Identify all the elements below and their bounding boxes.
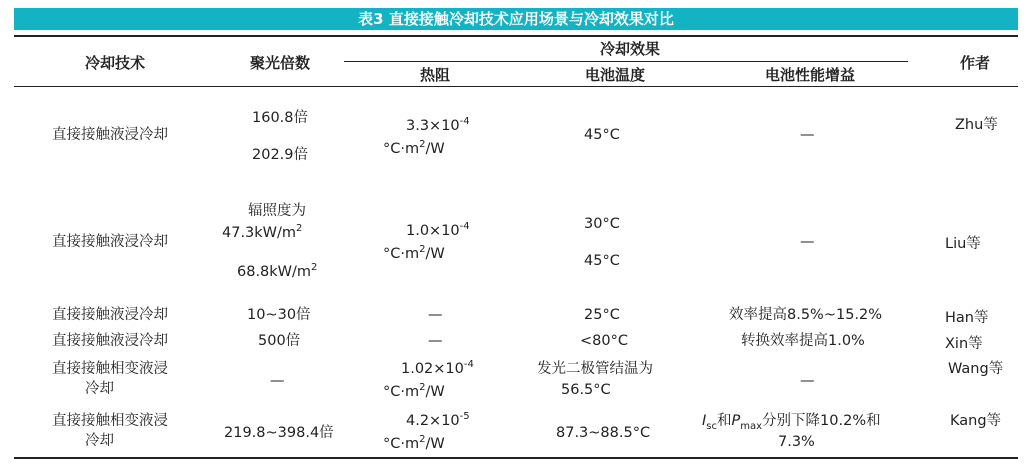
cell-thermal-resistance-unit: $^\circ C\cdot m^2/W$	[383, 434, 445, 452]
header-performance-gain: 电池性能增益	[764, 66, 855, 84]
cell-tech: 直接接触液浸冷却	[52, 234, 168, 250]
cell-thermal-resistance-unit: $^\circ C\cdot m^2/W$	[383, 139, 445, 157]
cell-thermal-resistance-unit: $^\circ C\cdot m^2/W$	[383, 382, 445, 400]
cell-performance: —	[800, 373, 815, 389]
cell-concentration: 160.8倍	[252, 110, 309, 126]
cell-performance: 7.3%	[778, 434, 815, 450]
cell-thermal-resistance: $1.02\times 10^{-4}$	[401, 359, 474, 377]
cell-author: Wang等	[948, 361, 1004, 377]
cell-thermal-resistance: $1.0\times 10^{-4}$	[406, 221, 470, 239]
cell-battery-temp: 87.3~88.5°C	[556, 425, 651, 441]
cell-battery-temp: 25°C	[584, 307, 620, 323]
cell-thermal-resistance: —	[428, 333, 443, 349]
cell-battery-temp: 45°C	[584, 127, 620, 143]
cell-author: Han等	[945, 310, 989, 326]
cell-author: Liu等	[945, 236, 981, 252]
top-rule	[14, 35, 1018, 37]
cell-author: Zhu等	[955, 117, 998, 133]
cell-tech: 直接接触液浸冷却	[52, 307, 168, 323]
cell-author: Kang等	[950, 413, 1002, 429]
cell-tech: 冷却	[85, 433, 114, 449]
cell-battery-temp: <80°C	[580, 333, 628, 349]
cell-thermal-resistance: —	[428, 307, 443, 323]
header-rule	[14, 86, 1018, 87]
cell-concentration: $47.3kW/m^2$	[222, 223, 303, 241]
cell-battery-temp: 30°C	[584, 216, 620, 232]
cell-tech: 直接接触相变液浸	[52, 361, 168, 377]
subheader-rule	[344, 61, 908, 62]
cell-tech: 直接接触液浸冷却	[52, 127, 168, 143]
cell-performance: 效率提高8.5%~15.2%	[729, 307, 883, 323]
header-author: 作者	[959, 54, 990, 72]
header-concentration: 聚光倍数	[249, 54, 310, 72]
cell-thermal-resistance-unit: $^\circ C\cdot m^2/W$	[383, 244, 445, 262]
cell-thermal-resistance: $4.2\times 10^{-5}$	[406, 411, 470, 429]
header-cooling-effect: 冷却效果	[599, 40, 660, 58]
header-battery-temp: 电池温度	[584, 66, 645, 84]
cell-performance: —	[800, 234, 815, 250]
cell-performance: 转换效率提高1.0%	[741, 333, 865, 349]
cell-concentration: 辐照度为	[248, 203, 306, 219]
cell-author: Xin等	[945, 336, 983, 352]
cell-concentration: $68.8kW/m^2$	[237, 262, 318, 280]
cell-tech: 直接接触相变液浸	[52, 413, 168, 429]
cell-tech: 直接接触液浸冷却	[52, 333, 168, 349]
cell-performance: —	[800, 127, 815, 143]
cell-thermal-resistance: $3.3\times 10^{-4}$	[406, 116, 470, 134]
cell-concentration: —	[270, 373, 285, 389]
table-caption: 表3 直接接触冷却技术应用场景与冷却效果对比	[14, 8, 1018, 30]
bottom-rule	[14, 457, 1018, 459]
cell-concentration: 10~30倍	[247, 307, 311, 323]
cell-performance: $I_{sc}$和$P_{max}$分别下降10.2%和	[702, 413, 881, 432]
header-thermal-resistance: 热阻	[419, 66, 450, 84]
cell-tech: 冷却	[85, 381, 114, 397]
header-tech: 冷却技术	[84, 54, 145, 72]
cell-battery-temp: 45°C	[584, 253, 620, 269]
cell-battery-temp: 56.5°C	[561, 382, 611, 398]
cell-concentration: 500倍	[258, 333, 301, 349]
cell-battery-temp: 发光二极管结温为	[537, 361, 653, 377]
cell-concentration: 219.8~398.4倍	[224, 425, 334, 441]
cell-concentration: 202.9倍	[252, 147, 309, 163]
